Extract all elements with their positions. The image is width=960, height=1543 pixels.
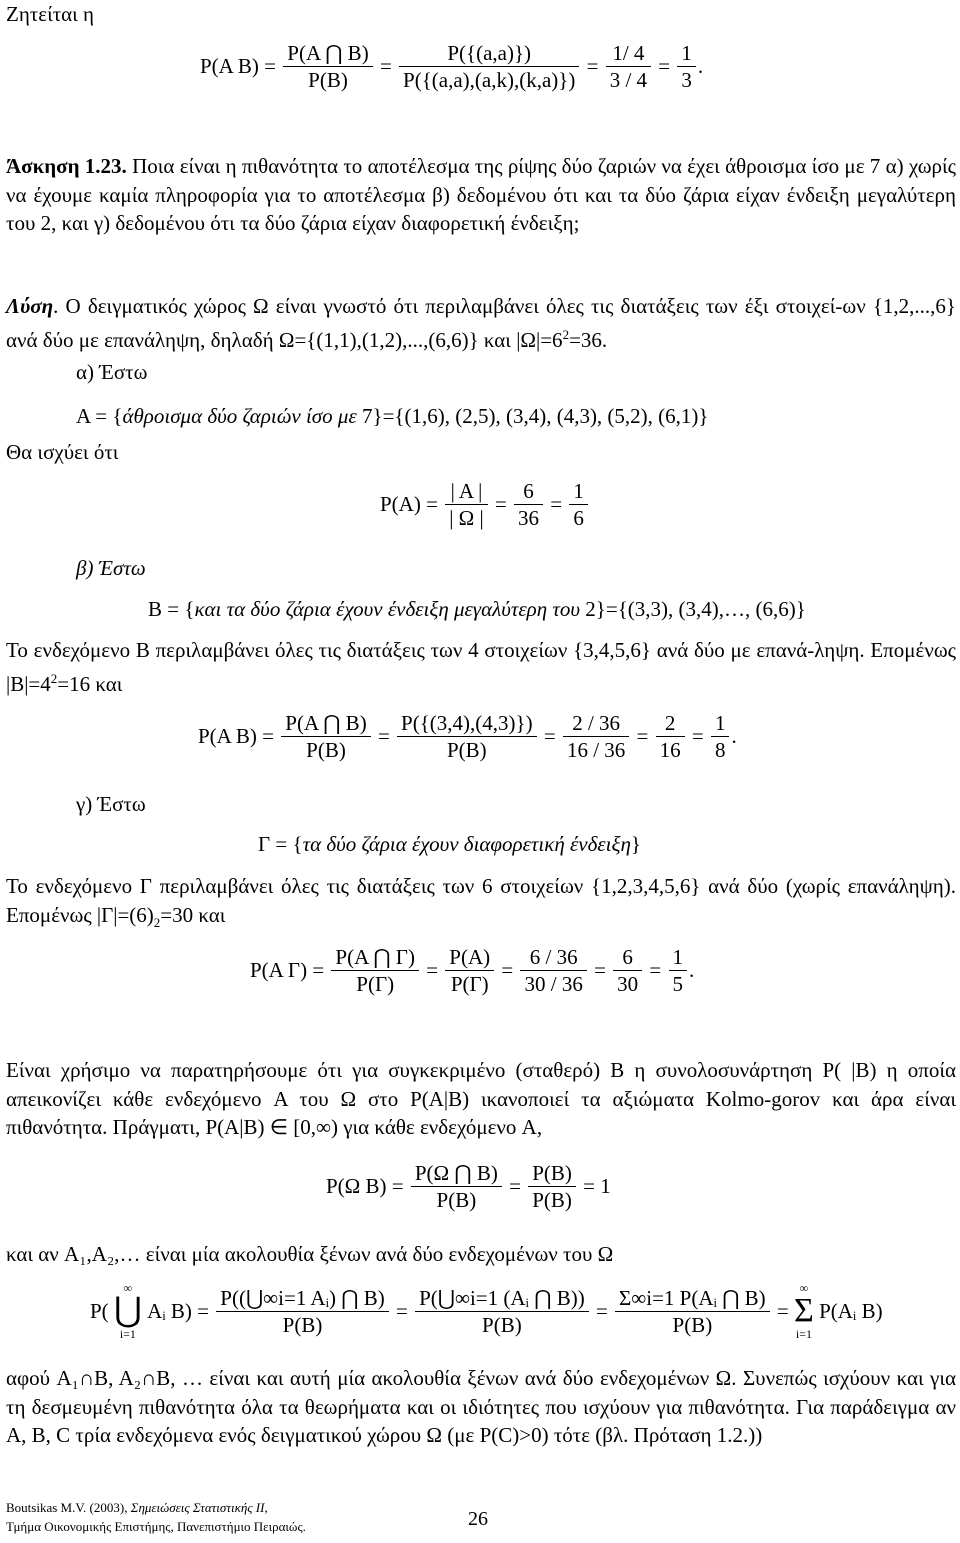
equation-part-a: P(A) = $\frac{| A |}{| \Omega |}$ = $\frac{6}{36}$ = $\frac{1}{6}$ bbox=[380, 478, 590, 531]
equation-part-b: P(A B) = $\frac{P(A ⋂ B)}{P(B)}$ = $\frac{P(\{(3,4),(4,3)\})}{P(B)}$ = $\frac{2 / 36}{16 / 36}$ = $\frac{2}{16}$ = $\frac{1}{8}$ . bbox=[198, 711, 737, 762]
part-a-label: α) Έστω bbox=[76, 360, 148, 384]
part-c-set: Γ = {τα δύο ζάρια έχουν διαφορετική ένδειξη} bbox=[258, 832, 641, 856]
equation-omega: P(Ω B) = $\frac{P(\Omega ⋂ B)}{P(B)}$ = $\frac{P(B)}{P(B)}$ = 1 bbox=[326, 1161, 611, 1212]
part-c-paragraph: Το ενδεχόμενο Γ περιλαμβάνει όλες τις διατάξεις των 6 στοιχείων {1,2,3,4,5,6} ανά δύο (χωρίς επανάληψη). Επομένως $|\Gamma|=(6)_2=30$ και bbox=[6, 874, 956, 930]
holds-text: Θα ισχύει ότι bbox=[6, 440, 119, 464]
exercise-text: Ποια είναι η πιθανότητα το αποτέλεσμα της ρίψης δύο ζαριών να έχει άθροισμα ίσο με 7 α) χωρίς να έχουμε καμία πληροφορία για το αποτέλεσμα β) δεδομένου ότι και τα δύο ζάρια είχαν ένδειξη μεγαλύτερη του 2, και γ) δεδομένου ότι τα δύο ζάρια είχαν διαφορετική ένδειξη; bbox=[6, 154, 956, 235]
fraction: $\frac{P(A ⋂ B)}{P(B)}$ bbox=[283, 40, 372, 93]
equation-conditional-aa: P(A B) = $\frac{P(A ⋂ B)}{P(B)}$ = $\frac{P(\{(a,a)\})}{P(\{(a,a),(a,k),(k,a)\})}$ = $\frac{1/ 4}{3 / 4}$ = $\frac{1}{3}$ . bbox=[200, 41, 704, 92]
exercise-statement bbox=[6, 152, 956, 238]
sum-limits: ∞ Σ i=1 bbox=[794, 1281, 814, 1341]
solution-paragraph: Λύση. Ο δειγματικός χώρος Ω είναι γνωστό ότι περιλαμβάνει όλες τις διατάξεις των έξι στοιχεί-ων {1,2,...,6} ανά δύο με επανάληψη, δηλαδή Ω={(1,1),(1,2),...,(6,6)} και $|\Omega|=6^2=36$. bbox=[6, 294, 956, 352]
part-b-paragraph: Το ενδεχόμενο B περιλαμβάνει όλες τις διατάξεις των 4 στοιχείων {3,4,5,6} ανά δύο με επανά-ληψη. Επομένως $|B|=4^2=16$ και bbox=[6, 638, 956, 696]
sequence-text: και αν A₁,A₂,… είναι μία ακολουθία ξένων ανά δύο ενδεχομένων του Ω bbox=[6, 1242, 614, 1266]
solution-heading: Λύση bbox=[6, 294, 54, 318]
footer-citation: Boutsikas M.V. (2003), Σημειώσεις Στατιστικής ΙΙ, Τμήμα Οικονομικής Επιστήμης, Πανεπιστήμιο Πειραιώς. bbox=[6, 1500, 306, 1534]
sigma-symbol: Σ bbox=[794, 1292, 814, 1329]
fraction: $\frac{1}{3}$ bbox=[677, 40, 696, 93]
part-b-set: B = {και τα δύο ζάρια έχουν ένδειξη μεγαλύτερη του 2}={(3,3), (3,4),…, (6,6)} bbox=[148, 597, 806, 621]
equation-part-c: P(A Γ) = $\frac{P(A ⋂ \Gamma)}{P(\Gamma)}$ = $\frac{P(A)}{P(\Gamma)}$ = $\frac{6 / 36}{30 / 36}$ = $\frac{6}{30}$ = $\frac{1}{5}$ . bbox=[250, 945, 695, 996]
fraction: $\frac{P(\{(a,a)\})}{P(\{(a,a),(a,k),(k,a)\})}$ bbox=[399, 40, 579, 93]
eq-lhs: P(A B) = bbox=[200, 54, 277, 78]
part-b-label: β) Έστω bbox=[76, 556, 146, 580]
union-limits: ∞ ⋃ i=1 bbox=[113, 1281, 142, 1341]
equation-countable-additivity: P( ∞ ⋃ i=1 Aᵢ B) = $\frac{\text{P((⋃∞i=1 Aᵢ) ⋂ B)}}{P(B)}$ = $\frac{\text{P(⋃∞i=1 (Aᵢ ⋂ B))}}{P(B)}$ = $\frac{\text{Σ∞i=1 P(Aᵢ ⋂ B)}}{P(B)}$ = ∞ Σ i=1 P(Aᵢ B) bbox=[90, 1281, 883, 1341]
exercise-heading: Άσκηση 1.23. bbox=[6, 154, 127, 178]
closing-paragraph: αφού A₁∩B, A₂∩B, … είναι και αυτή μία ακολουθία ξένων ανά δύο ενδεχομένων Ω. Συνεπώς ισχύουν και για τη δεσμευμένη πιθανότητα όλα τα θεωρήματα και οι ιδιότητες που ισχύουν για πιθανότητα. Για παράδειγμα αν A, B, C τρία ενδεχόμενα ενός δειγματικού χώρου Ω (με P(C)>0) τότε (βλ. Πρόταση 1.2.)) bbox=[6, 1366, 956, 1447]
remark-paragraph: Είναι χρήσιμο να παρατηρήσουμε ότι για συγκεκριμένο (σταθερό) B η συνολοσυνάρτηση P( |B) η οποία απεικονίζει κάθε ενδεχόμενο A του Ω στο P(A|B) ικανοποιεί τα αξιώματα Kolmo-gorov και άρα είναι πιθανότητα. Πράγματι, P(A|B) ∈ [0,∞) για κάθε ενδεχόμενο A, bbox=[6, 1058, 956, 1139]
union-symbol: ⋃ bbox=[113, 1292, 142, 1329]
page-number: 26 bbox=[468, 1508, 488, 1530]
fraction: $\frac{1/ 4}{3 / 4}$ bbox=[606, 40, 651, 93]
intro-text: Ζητείται η bbox=[6, 2, 95, 26]
part-c-label: γ) Έστω bbox=[76, 792, 146, 816]
part-a-set: A = {άθροισμα δύο ζαριών ίσο με 7}={(1,6), (2,5), (3,4), (4,3), (5,2), (6,1)} bbox=[76, 404, 709, 428]
